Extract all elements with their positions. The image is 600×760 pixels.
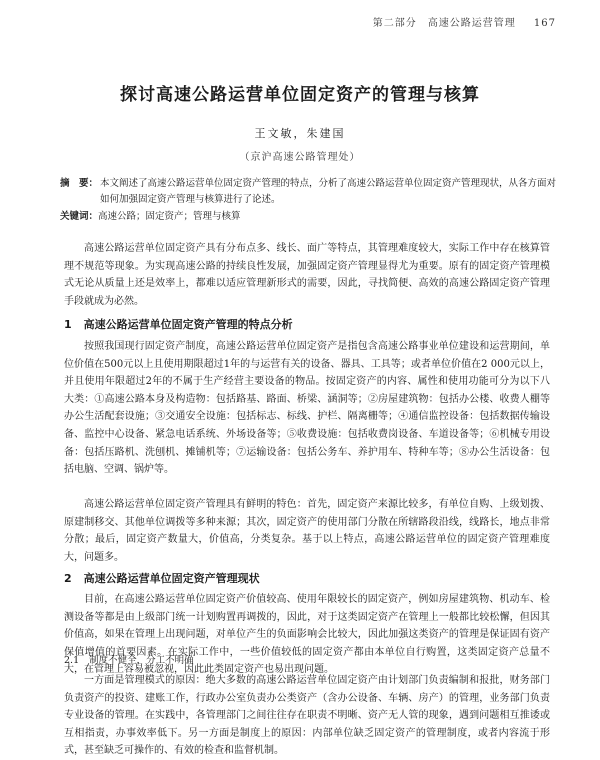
- section-2-title: 高速公路运营单位固定资产管理现状: [83, 572, 260, 585]
- article-title: 探讨高速公路运营单位固定资产的管理与核算: [120, 85, 480, 105]
- subsection-2-1-heading: [64, 652, 194, 666]
- abstract: [60, 176, 560, 208]
- section-1-number: 1: [64, 318, 72, 331]
- author-affiliation: （京沪高速公路管理处）: [239, 152, 361, 163]
- running-header-section: 第二部分 高速公路运营管理: [372, 18, 516, 29]
- section-2-paragraph-1: 目前，在高速公路运营单位固定资产价值较高、使用年限较长的固定资产，例如房屋建筑物、机动车、检测设备等都是由上级部门统一计划购置再调拨的，因此，对于这类固定资产在管理上一般都比较松懈，但因其价值高，如果在管理上出现问题，对单位产生的负面影响会比较大，因此加强这类资产的管理是保证固有资产保值增值的首要因素。在实际工作中，一些价值较低的固定资产都由本单位自行购置，这类固定资产总量不大，在管理上容易被忽视，因此此类固定资产也易出现问题。: [64, 594, 550, 676]
- keywords-text: 高速公路；固定资产；管理与核算: [98, 211, 241, 222]
- subsection-2-1-number: 2.1: [64, 655, 80, 666]
- page-number: 167: [533, 18, 556, 29]
- subsection-2-1-title: 制度不健全，分工不明确: [89, 655, 194, 666]
- keywords: [60, 209, 560, 225]
- section-1-paragraph-1: 按照我国现行固定资产制度，高速公路运营单位固定资产是指包含高速公路事业单位建设和运营期间，单位价值在500元以上且使用期限超过1年的与运营有关的设备、器具、工具等；或者单位价值在2 000元以上，并且使用年限超过2年的不属于生产经营主要设备的物品。按固定资产的内容、属性和使用功能可分为以下八大类：①高速公路本身及构造物：包括路基、路面、桥梁、涵洞等；②房屋建筑物：包括办公楼、收费人棚等办公生活配套设施；③交通安全设施：包括标志、标线、护栏、隔离栅等；④通信监控设备：包括数据传输设备、监控中心设备、紧急电话系统、外场设备等；⑤收费设施：包括收费岗设备、车道设备等；⑥机械专用设备：包括压路机、洗刨机、摊铺机等；⑦运输设备：包括公务车、养护用车、特种车等；⑧办公生活设备：包括电脑、空调、锅炉等。: [64, 341, 550, 476]
- section-2-number: 2: [64, 572, 72, 585]
- intro-paragraph: 高速公路运营单位固定资产具有分布点多、线长、面广等特点，其管理难度较大，实际工作中存在核算管理不规范等现象。为实现高速公路的持续良性发展，加强固定资产管理显得尤为重要。原有的固定资产管理模式无论从质量上还是效率上，都难以适应管理新形式的需要，因此，寻找简便、高效的高速公路固定资产管理手段就成为必然。: [64, 243, 550, 307]
- running-header: [373, 14, 556, 29]
- keywords-label: 关键词：: [60, 211, 99, 222]
- section-2-paragraph-2: 一方面是管理模式的原因：绝大多数的高速公路运营单位固定资产由计划部门负责编制和报批，财务部门负责资产的投资、建账工作，行政办公室负责办公类资产（含办公设备、车辆、房产）的管理，业务部门负责专业设备的管理。在实践中，各管理部门之间往往存在职责不明晰、资产无人管的现象，遇到问题相互推诿或互相指责，办事效率低下。另一方面是制度上的原因：内部单位缺乏固定资产的管理制度，或者内容流于形式，甚至缺乏可操作的、有效的检查和监督机制。: [64, 675, 550, 757]
- section-1-paragraph-2: 高速公路运营单位固定资产管理具有鲜明的特色：首先，固定资产来源比较多，有单位自购、上级划拨、原建制移交、其他单位调拨等多种来源；其次，固定资产的使用部门分散在所辖路段沿线，线路长，地点非常分散；最后，固定资产数量大，价值高，分类复杂。基于以上特点，高速公路运营单位的固定资产管理难度大，问题多。: [64, 499, 550, 563]
- section-2-heading: [64, 570, 260, 586]
- section-1-title: 高速公路运营单位固定资产管理的特点分析: [83, 318, 293, 331]
- section-1-heading: [64, 316, 293, 332]
- abstract-label: 摘 要：: [60, 178, 99, 189]
- article-authors: 王文敏，朱建国: [254, 127, 346, 140]
- abstract-text: 本文阐述了高速公路运营单位固定资产管理的特点，分析了高速公路运营单位固定资产管理现状，从各方面对如何加强固定资产管理与核算进行了论述。: [100, 178, 557, 205]
